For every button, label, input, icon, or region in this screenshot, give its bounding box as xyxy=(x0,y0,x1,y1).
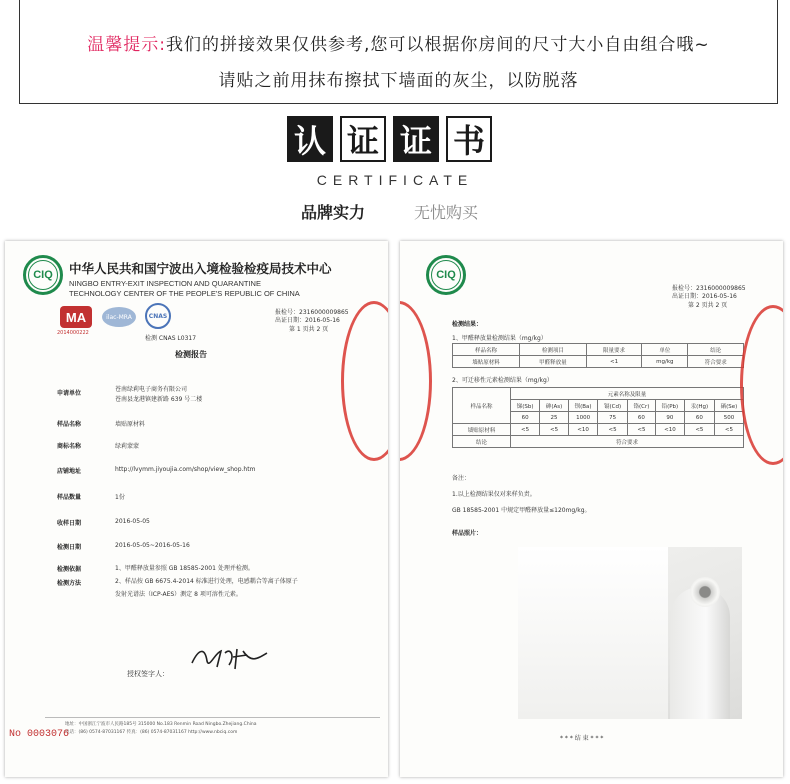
agency-name-en-1: NINGBO ENTRY-EXIT INSPECTION AND QUARANTINE xyxy=(69,279,261,288)
report-number: 报检号：2316000009865 xyxy=(275,309,349,316)
table-cell: <5 xyxy=(511,424,540,436)
table-cell: 90 xyxy=(655,412,684,424)
table-header: 砷(As) xyxy=(540,400,569,412)
agency-name-en-2: TECHNOLOGY CENTER OF THE PEOPLE'S REPUBLIC OF CHINA xyxy=(69,289,300,298)
notice-line-2: 请贴之前用抹布擦拭下墙面的灰尘，以防脱落 xyxy=(218,71,579,91)
serial-number: No 0003076 xyxy=(9,729,70,740)
formaldehyde-table xyxy=(452,343,744,368)
table-cell: 500 xyxy=(714,412,743,424)
page-number: 第 1 页共 2 页 xyxy=(289,326,329,333)
report-number: 报检号：2316000009865 xyxy=(672,285,746,292)
table-cell: 墙贴原材料 xyxy=(453,356,520,368)
footer-divider xyxy=(45,717,380,718)
ciq-logo: CIQ xyxy=(426,255,466,295)
field-value: 发射光谱法（ICP-AES）测定 8 项可溶性元素。 xyxy=(115,591,242,598)
table-header: 样品名称 xyxy=(453,388,511,424)
table-header: 铬(Cr) xyxy=(627,400,655,412)
table-cell: <5 xyxy=(540,424,569,436)
notes-heading: 备注： xyxy=(452,475,471,482)
cma-logo: MA xyxy=(60,306,92,328)
wallpaper-roll xyxy=(670,587,730,719)
end-marker: * * * 结 束 * * * xyxy=(560,735,604,742)
official-seal-icon xyxy=(400,301,432,461)
table-header: 限量要求 xyxy=(586,344,642,356)
cnas-logo: CNAS xyxy=(145,303,171,329)
field-value: 2016-05-05~2016-05-16 xyxy=(115,542,190,549)
slogan-brand: 品牌实力 xyxy=(301,203,366,222)
title-char-4: 书 xyxy=(446,116,492,162)
table-cell: 符合要求 xyxy=(511,436,744,448)
table-header: 元素名称及限量 xyxy=(511,388,744,400)
test-report-page-1 xyxy=(5,241,388,777)
agency-name-cn: 中华人民共和国宁波出入境检验检疫局技术中心 xyxy=(69,261,332,276)
table-cell: <5 xyxy=(598,424,628,436)
elements-table xyxy=(452,387,744,448)
result-heading: 检测结果： xyxy=(452,321,483,328)
section-1-title: 1、甲醛释放量检测结果（mg/kg） xyxy=(452,335,547,342)
field-value: 1份 xyxy=(115,494,125,501)
notice-box xyxy=(19,0,778,104)
table-cell: <10 xyxy=(655,424,684,436)
table-header: 汞(Hg) xyxy=(684,400,714,412)
table-header: 镉(Cd) xyxy=(598,400,628,412)
field-label: 收样日期 xyxy=(57,520,82,527)
field-label: 检测日期 xyxy=(57,544,82,551)
issue-date: 出证日期：2016-05-16 xyxy=(275,317,340,324)
notice-line-1 xyxy=(20,30,777,55)
ilac-logo: ilac-MRA xyxy=(102,307,136,327)
field-label: 检测方法 xyxy=(57,580,82,587)
table-cell: mg/kg xyxy=(642,356,688,368)
table-header: 硒(Se) xyxy=(714,400,743,412)
table-cell: <5 xyxy=(714,424,743,436)
title-char-1: 认 xyxy=(287,116,333,162)
wallpaper-sheet xyxy=(518,547,668,719)
issue-date: 出证日期：2016-05-16 xyxy=(672,293,737,300)
certificate-en: CERTIFICATE xyxy=(316,172,474,188)
table-cell: 25 xyxy=(540,412,569,424)
cnas-number: 检测 CNAS L0317 xyxy=(145,335,197,342)
field-value: 1、甲醛释放量参照 GB 18585-2001 处理并检测。 xyxy=(115,565,254,572)
table-cell: 60 xyxy=(684,412,714,424)
table-header: 钡(Ba) xyxy=(568,400,597,412)
slogan-worry-free: 无忧购买 xyxy=(414,203,479,222)
field-label: 样品名称 xyxy=(57,421,82,428)
table-cell: 1000 xyxy=(568,412,597,424)
field-value: 苍南县龙港镇建新路 639 号二楼 xyxy=(115,396,203,403)
field-label: 商标名称 xyxy=(57,443,82,450)
field-label: 申请单位 xyxy=(57,390,82,397)
field-label: 店铺地址 xyxy=(57,468,82,475)
table-header: 结论 xyxy=(688,344,744,356)
official-seal-icon xyxy=(740,305,783,465)
table-cell: 60 xyxy=(627,412,655,424)
table-cell: 墙贴原材料 xyxy=(453,424,511,436)
notice-text-1: 我们的拼接效果仅供参考,您可以根据你房间的尺寸大小自由组合哦~ xyxy=(166,35,710,55)
certificate-title xyxy=(287,116,492,162)
page-number: 第 2 页共 2 页 xyxy=(688,302,728,309)
table-cell: 结论 xyxy=(453,436,511,448)
table-cell: 60 xyxy=(511,412,540,424)
field-value: 2016-05-05 xyxy=(115,518,150,525)
field-value: 墙贴原材料 xyxy=(115,421,146,428)
title-char-2: 证 xyxy=(340,116,386,162)
note-2: GB 18585-2001 中规定甲醛释放量≤120mg/kg。 xyxy=(452,507,591,514)
field-value: http://lvymm.jiyoujia.com/shop/view_shop.htm xyxy=(115,466,256,473)
report-title: 检测报告 xyxy=(175,350,207,359)
footer-contact: 电话：(86) 0574-87031167 传真：(86) 0574-87031167 http://www.nbciq.com xyxy=(65,730,238,735)
table-header: 锑(Sb) xyxy=(511,400,540,412)
field-value: 苍南绿莉电子商务有限公司 xyxy=(115,386,188,393)
ciq-logo: CIQ xyxy=(23,255,63,295)
table-cell: <5 xyxy=(627,424,655,436)
table-cell: <1 xyxy=(586,356,642,368)
table-cell: 符合要求 xyxy=(688,356,744,368)
field-label: 检测依据 xyxy=(57,566,82,573)
table-cell: <5 xyxy=(684,424,714,436)
signatory-label: 授权签字人： xyxy=(127,670,169,678)
cma-number: 2014000222 xyxy=(57,330,89,336)
table-cell: 75 xyxy=(598,412,628,424)
title-char-3: 证 xyxy=(393,116,439,162)
table-header: 检测项目 xyxy=(519,344,586,356)
field-label: 样品数量 xyxy=(57,494,82,501)
notice-label: 温馨提示: xyxy=(87,35,167,55)
table-header: 单位 xyxy=(642,344,688,356)
field-value: 绿莉蒙蒙 xyxy=(115,443,140,450)
table-cell: <10 xyxy=(568,424,597,436)
official-seal-icon xyxy=(341,301,388,461)
table-header: 铅(Pb) xyxy=(655,400,684,412)
roll-end-icon xyxy=(690,577,720,607)
field-value: 2、样品按 GB 6675.4-2014 标准进行处理，电感耦合等离子体原子 xyxy=(115,578,298,585)
table-header: 样品名称 xyxy=(453,344,520,356)
signature-icon xyxy=(187,643,272,673)
photo-label: 样品照片： xyxy=(452,530,483,537)
sample-photo xyxy=(518,547,742,719)
note-1: 1.以上检测结果仅对来样负责。 xyxy=(452,491,536,498)
section-2-title: 2、可迁移性元素检测结果（mg/kg） xyxy=(452,377,553,384)
table-cell: 甲醛释放量 xyxy=(519,356,586,368)
footer-address: 地址：中国浙江宁波市人民路185号 315000 No.183 Renmin Road Ningbo.Zhejiang.China xyxy=(65,722,257,727)
test-report-page-2 xyxy=(400,241,783,777)
